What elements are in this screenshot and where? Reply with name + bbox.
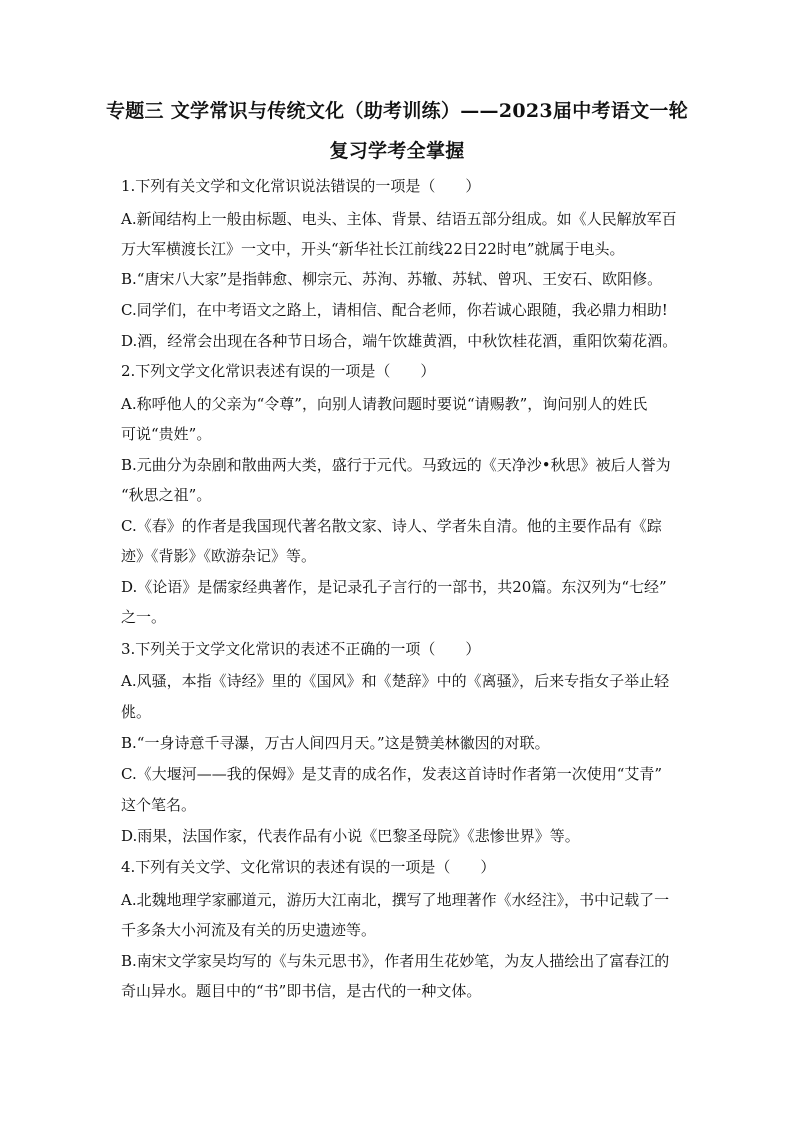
question-2-stem: 2.下列文学文化常识表述有误的一项是（ ） (121, 362, 436, 380)
question-1-option-d: D.酒，经常会出现在各种节日场合，端午饮雄黄酒，中秋饮桂花酒，重阳饮菊花酒。 (121, 332, 678, 350)
question-1-option-a-line-2: 万大军横渡长江》一文中，开头“新华社长江前线22日22时电”就属于电头。 (121, 240, 625, 258)
question-2-option-d-line-1: D.《论语》是儒家经典著作，是记录孔子言行的一部书，共20篇。东汉列为“七经” (121, 578, 667, 596)
question-4-stem: 4.下列有关文学、文化常识的表述有误的一项是（ ） (121, 858, 496, 876)
question-3-option-a-line-2: 佻。 (121, 703, 152, 721)
question-1-option-b: B.“唐宋八大家”是指韩愈、柳宗元、苏洵、苏辙、苏轼、曾巩、王安石、欧阳修。 (121, 270, 663, 288)
question-2-option-b-line-2: “秋思之祖”。 (121, 486, 212, 504)
question-2-option-d-line-2: 之一。 (121, 608, 167, 626)
question-3-option-b: B.“一身诗意千寻瀑，万古人间四月天。”这是赞美林徽因的对联。 (121, 734, 550, 752)
question-3-option-d: D.雨果，法国作家，代表作品有小说《巴黎圣母院》《悲惨世界》等。 (121, 827, 580, 845)
question-1-option-a-line-1: A.新闻结构上一般由标题、电头、主体、背景、结语五部分组成。如《人民解放军百 (121, 210, 677, 228)
question-4-option-b-line-2: 奇山异水。题目中的“书”即书信，是古代的一种文体。 (121, 982, 482, 1000)
question-1-option-c: C.同学们，在中考语文之路上，请相信、配合老师，你若诚心跟随，我必鼎力相助! (121, 301, 668, 319)
question-4-option-b-line-1: B.南宋文学家吴均写的《与朱元思书》，作者用生花妙笔，为友人描绘出了富春江的 (121, 952, 670, 970)
question-2-option-c-line-1: C.《春》的作者是我国现代著名散文家、诗人、学者朱自清。他的主要作品有《踪 (121, 517, 662, 535)
question-2-option-b-line-1: B.元曲分为杂剧和散曲两大类，盛行于元代。马致远的《天净沙•秋思》被后人誉为 (121, 456, 671, 474)
question-3-option-c-line-1: C.《大堰河——我的保姆》是艾青的成名作，发表这首诗时作者第一次使用“艾青” (121, 765, 663, 783)
document-title-line-2: 复习学考全掌握 (329, 140, 465, 162)
document-title-line-1: 专题三 文学常识与传统文化（助考训练）——2023届中考语文一轮 (105, 100, 689, 122)
question-1-stem: 1.下列有关文学和文化常识说法错误的一项是（ ） (121, 177, 481, 195)
question-2-option-a-line-2: 可说“贵姓”。 (121, 425, 212, 443)
question-4-option-a-line-1: A.北魏地理学家郦道元，游历大江南北，撰写了地理著作《水经注》，书中记载了一 (121, 891, 670, 909)
question-2-option-a-line-1: A.称呼他人的父亲为“令尊”，向别人请教问题时要说“请赐教”，询问别人的姓氏 (121, 395, 648, 413)
question-2-option-c-line-2: 迹》《背影》《欧游杂记》等。 (121, 547, 317, 565)
question-3-option-a-line-1: A.风骚，本指《诗经》里的《国风》和《楚辞》中的《离骚》，后来专指女子举止轻 (121, 672, 670, 690)
question-3-stem: 3.下列关于文学文化常识的表述不正确的一项（ ） (121, 640, 481, 658)
question-3-option-c-line-2: 这个笔名。 (121, 796, 197, 814)
question-4-option-a-line-2: 千多条大小河流及有关的历史遗迹等。 (121, 921, 377, 939)
